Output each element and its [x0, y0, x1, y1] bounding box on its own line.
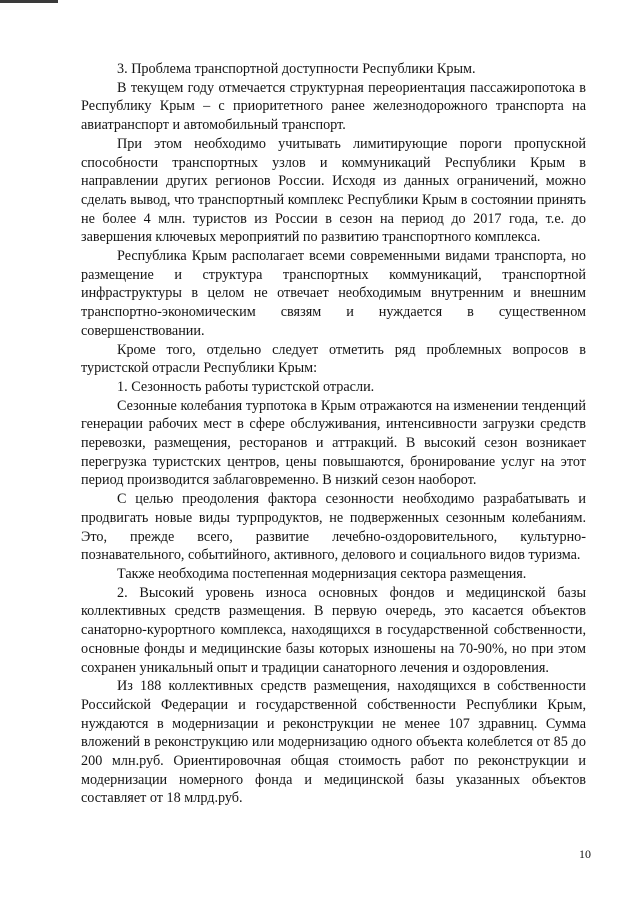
paragraph-investment-needs: Из 188 коллективных средств размещения, находящихся в собственности Российской Федерации и государственной собственности Республики Крым, нуждаются в модернизации и реконструкции не менее 107 здравниц. Сумма вложений в реконструкцию или модернизацию одного объекта колеблется от 85 до 200 млн.руб. Ориентировочная общая стоимость работ по реконструкции и модернизации номерного фонда и медицинской базы указанных объектов составляет от 18 млрд.руб.	[81, 678, 586, 807]
list-item-asset-wear: 2. Высокий уровень износа основных фондов и медицинской базы коллективных средств размещения. В первую очередь, это касается объектов санаторно-курортного комплекса, находящихся в государственной собственности, основные фонды и медицинские базы которых изношены на 70-90%, но при этом сохранен уникальный опыт и традиции санаторного лечения и оздоровления.	[81, 584, 586, 676]
paragraph-accommodation-modernization: Также необходима постепенная модернизация сектора размещения.	[117, 565, 527, 582]
paragraph-capacity-limits: При этом необходимо учитывать лимитирующие пороги пропускной способности транспортных узлов и коммуникаций Республики Крым в направлении других регионов России. Исходя из данных ограничений, можно сделать вывод, что транспортный комплекс Республики Крым в состоянии принять не более 4 млн. туристов из России в сезон на период до 2017 года, т.е. до завершения ключевых мероприятий по развитию транспортного комплекса.	[81, 135, 586, 246]
page-number: 10	[579, 847, 591, 861]
paragraph-passenger-flow: В текущем году отмечается структурная переориентация пассажиропотока в Республику Крым – с приоритетного ранее железнодорожного транспорта на авиатранспорт и автомобильный транспорт.	[81, 79, 586, 134]
section-heading-transport: 3. Проблема транспортной доступности Республики Крым.	[117, 61, 476, 77]
paragraph-new-products: С целью преодоления фактора сезонности необходимо разрабатывать и продвигать новые виды турпродуктов, не подверженных сезонным колебаниям. Это, прежде всего, развитие лечебно-оздоровительного, культурно-познавательного, событийного, активного, делового и социального видов туризма.	[81, 491, 586, 564]
document-body	[81, 60, 586, 808]
paragraph-seasonal-fluctuations: Сезонные колебания турпотока в Крым отражаются на изменении тенденций генерации рабочих мест в сфере обслуживания, интенсивности загрузки средств перевозки, размещения, ресторанов и аттракций. В высокий сезон возникает перегрузка туристских центров, цены повышаются, бронирование услуг на этот период производится заблаговременно. В низкий сезон наоборот.	[81, 397, 586, 489]
paragraph-transport-infrastructure: Республика Крым располагает всеми современными видами транспорта, но размещение и структура транспортных коммуникаций, транспортной инфраструктуры в целом не отвечает необходимым внутренним и внешним транспортно-экономическим связям и нуждается в существенном совершенствовании.	[81, 248, 586, 339]
paragraph-tourism-problems-intro: Кроме того, отдельно следует отметить ряд проблемных вопросов в туристской отрасли Республики Крым:	[81, 341, 586, 377]
scan-edge-mark	[0, 0, 58, 3]
list-item-seasonality: 1. Сезонность работы туристской отрасли.	[117, 378, 375, 395]
